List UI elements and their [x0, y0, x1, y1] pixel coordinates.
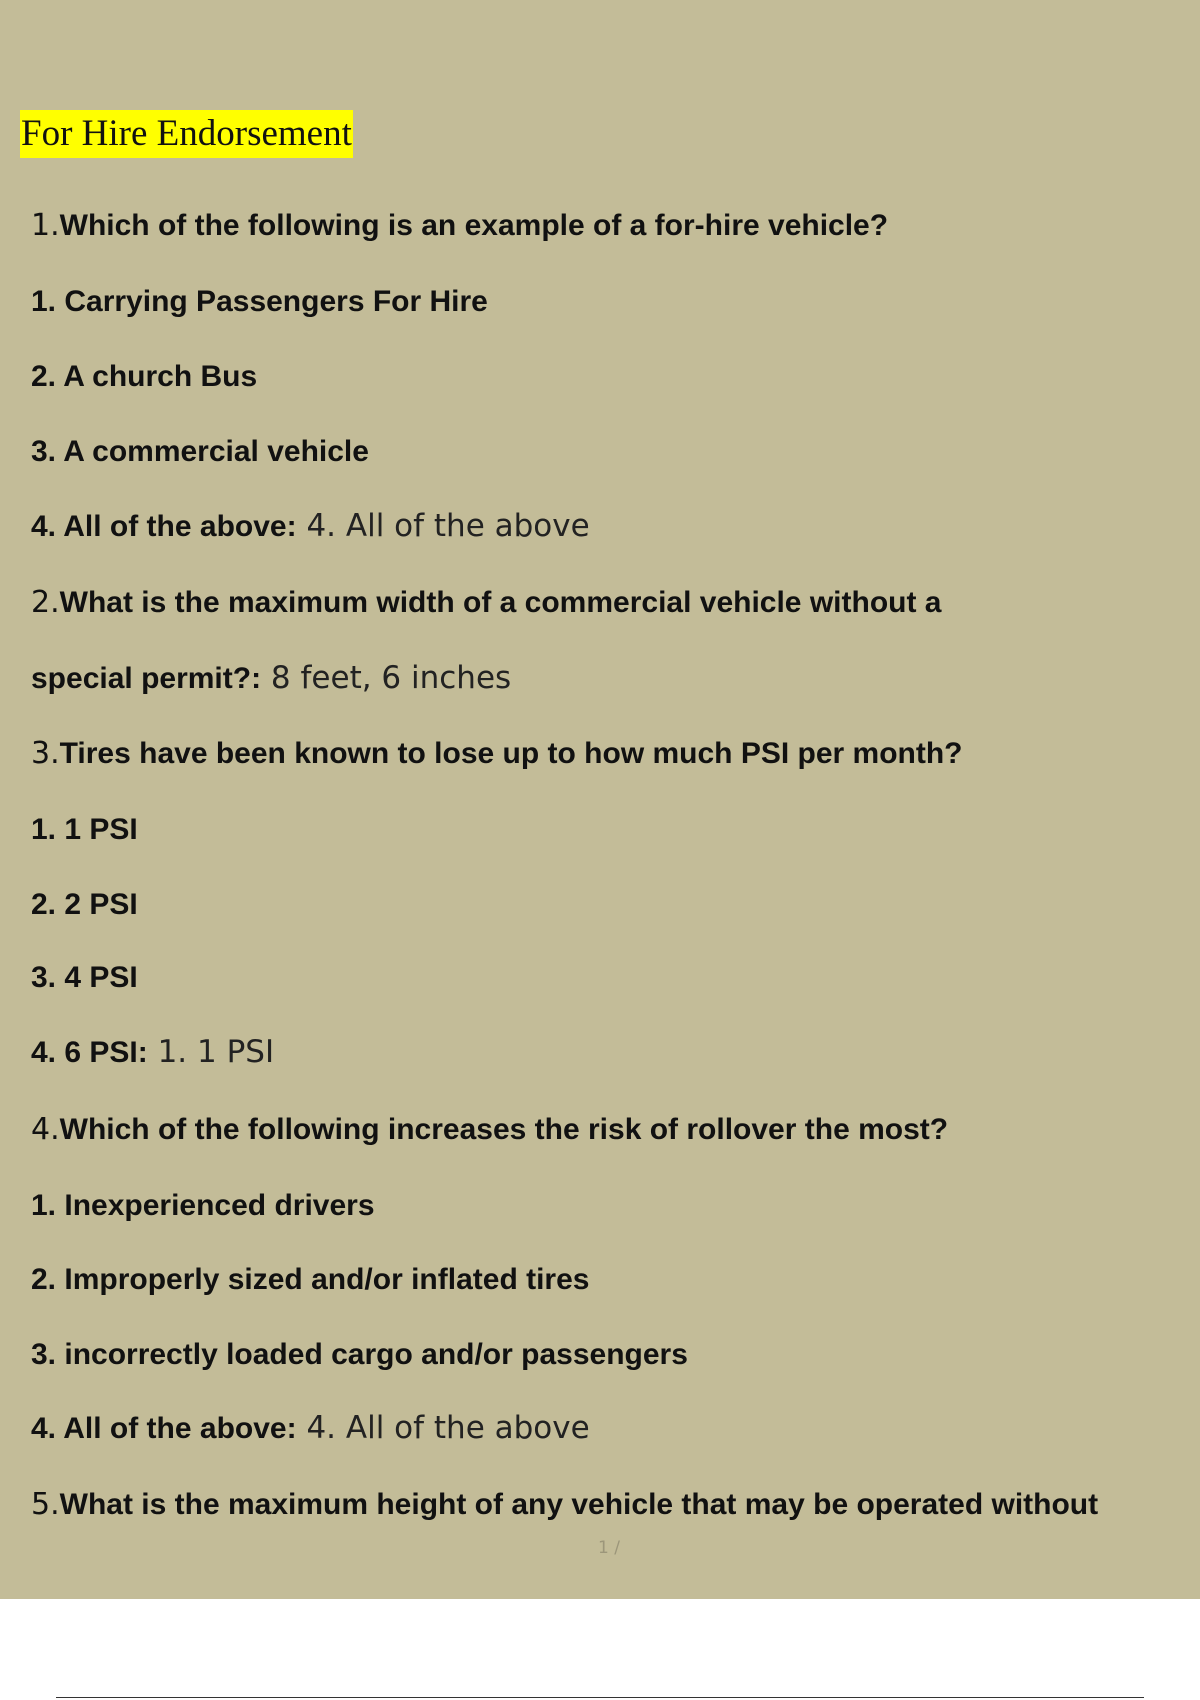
- option-text: 3. incorrectly loaded cargo and/or passengers: [31, 1338, 688, 1371]
- answer-text: 4. All of the above: [296, 1410, 590, 1446]
- option-line-with-answer: [31, 1410, 590, 1447]
- question-text: Tires have been known to lose up to how much PSI per month?: [59, 737, 963, 770]
- option-line: [31, 284, 488, 320]
- question-text: Which of the following is an example of a for-hire vehicle?: [59, 209, 889, 242]
- question-3: [31, 736, 963, 772]
- option-text: 3. 4 PSI: [31, 961, 138, 994]
- option-text: 2. 2 PSI: [31, 888, 138, 921]
- option-text: 4. 6 PSI:: [31, 1036, 148, 1069]
- option-text: 1. 1 PSI: [31, 813, 138, 846]
- document-title: For Hire Endorsement: [20, 110, 353, 158]
- question-4: [31, 1112, 948, 1148]
- answer-text: 4. All of the above: [296, 508, 590, 544]
- question-continuation-with-answer: [31, 660, 511, 697]
- option-line-with-answer: [31, 508, 590, 545]
- question-text: What is the maximum height of any vehicle that may be operated without: [59, 1488, 1099, 1521]
- option-text: 1. Carrying Passengers For Hire: [31, 285, 488, 318]
- question-number: 1.: [31, 208, 60, 243]
- question-text: special permit?:: [31, 662, 262, 695]
- option-text: 4. All of the above:: [31, 1412, 297, 1445]
- option-text: 2. A church Bus: [31, 360, 258, 393]
- question-number: 3.: [31, 736, 60, 771]
- option-text: 4. All of the above:: [31, 510, 297, 543]
- page-number: 1 /: [598, 1538, 620, 1558]
- option-line: [31, 960, 138, 996]
- question-5: [31, 1487, 1098, 1523]
- option-text: 2. Improperly sized and/or inflated tires: [31, 1263, 590, 1296]
- question-number: 5.: [31, 1487, 60, 1522]
- option-line: [31, 1188, 375, 1224]
- question-number: 4.: [31, 1112, 60, 1147]
- answer-text: 1. 1 PSI: [147, 1034, 275, 1070]
- footer-divider: [56, 1697, 1144, 1698]
- option-line: [31, 1337, 688, 1373]
- option-line: [31, 887, 138, 923]
- option-line: [31, 812, 138, 848]
- answer-text: 8 feet, 6 inches: [261, 660, 512, 696]
- option-text: 3. A commercial vehicle: [31, 435, 369, 468]
- question-2: [31, 585, 941, 621]
- question-text: Which of the following increases the risk of rollover the most?: [59, 1113, 949, 1146]
- option-line: [31, 434, 369, 470]
- option-line: [31, 1262, 589, 1298]
- option-line: [31, 359, 257, 395]
- option-text: 1. Inexperienced drivers: [31, 1189, 375, 1222]
- question-text: What is the maximum width of a commercial vehicle without a: [59, 586, 942, 619]
- question-1: [31, 208, 888, 244]
- option-line-with-answer: [31, 1034, 274, 1071]
- question-number: 2.: [31, 585, 60, 620]
